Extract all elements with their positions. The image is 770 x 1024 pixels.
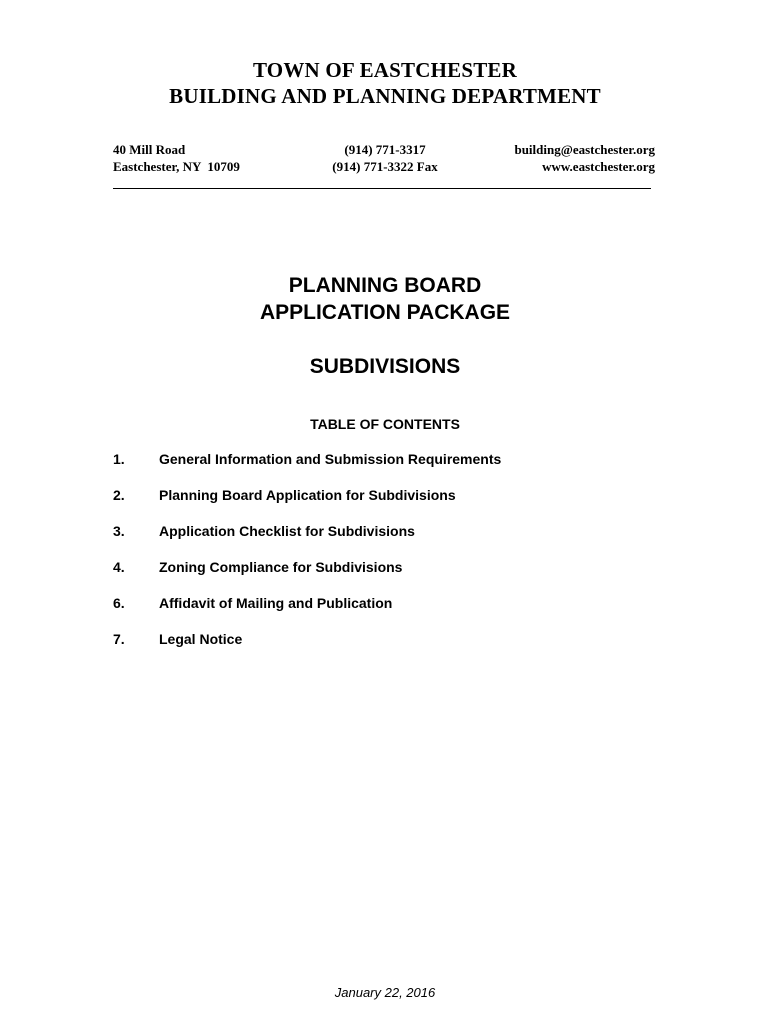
email-address: building@eastchester.org <box>514 142 655 157</box>
document-title-line1: PLANNING BOARD <box>288 274 482 297</box>
address-street: 40 Mill Road <box>113 142 186 157</box>
department-title-name: BUILDING AND PLANNING DEPARTMENT <box>169 84 601 108</box>
toc-item-number: 4. <box>113 559 125 575</box>
toc-item-number: 6. <box>113 595 125 611</box>
toc-item <box>113 486 673 522</box>
toc-item-label: Legal Notice <box>159 631 243 647</box>
toc-heading: TABLE OF CONTENTS <box>310 416 460 432</box>
toc-list <box>113 450 673 666</box>
toc-item-label: Zoning Compliance for Subdivisions <box>159 559 403 575</box>
phone-number: (914) 771-3317 <box>344 142 426 157</box>
toc-item-number: 1. <box>113 451 125 467</box>
toc-item <box>113 630 673 666</box>
toc-item-label: Application Checklist for Subdivisions <box>159 523 415 539</box>
document-subtitle: SUBDIVISIONS <box>309 355 461 378</box>
toc-item <box>113 450 673 486</box>
address-city: Eastchester, NY 10709 <box>113 159 240 174</box>
document-title-line2: APPLICATION PACKAGE <box>259 301 511 324</box>
toc-item-label: General Information and Submission Requirements <box>159 451 502 467</box>
web-block <box>470 141 655 175</box>
address-block <box>113 141 240 175</box>
toc-item <box>113 594 673 630</box>
toc-item <box>113 558 673 594</box>
document-date: January 22, 2016 <box>334 985 436 1000</box>
toc-item-label: Planning Board Application for Subdivisions <box>159 487 456 503</box>
toc-item-label: Affidavit of Mailing and Publication <box>159 595 393 611</box>
phone-block <box>300 141 470 175</box>
toc-item-number: 2. <box>113 487 125 503</box>
fax-number: (914) 771-3322 Fax <box>332 159 438 174</box>
website-address: www.eastchester.org <box>542 159 655 174</box>
toc-item <box>113 522 673 558</box>
department-title-town: TOWN OF EASTCHESTER <box>252 58 518 82</box>
toc-item-number: 7. <box>113 631 125 647</box>
header-divider <box>113 188 651 189</box>
toc-item-number: 3. <box>113 523 125 539</box>
